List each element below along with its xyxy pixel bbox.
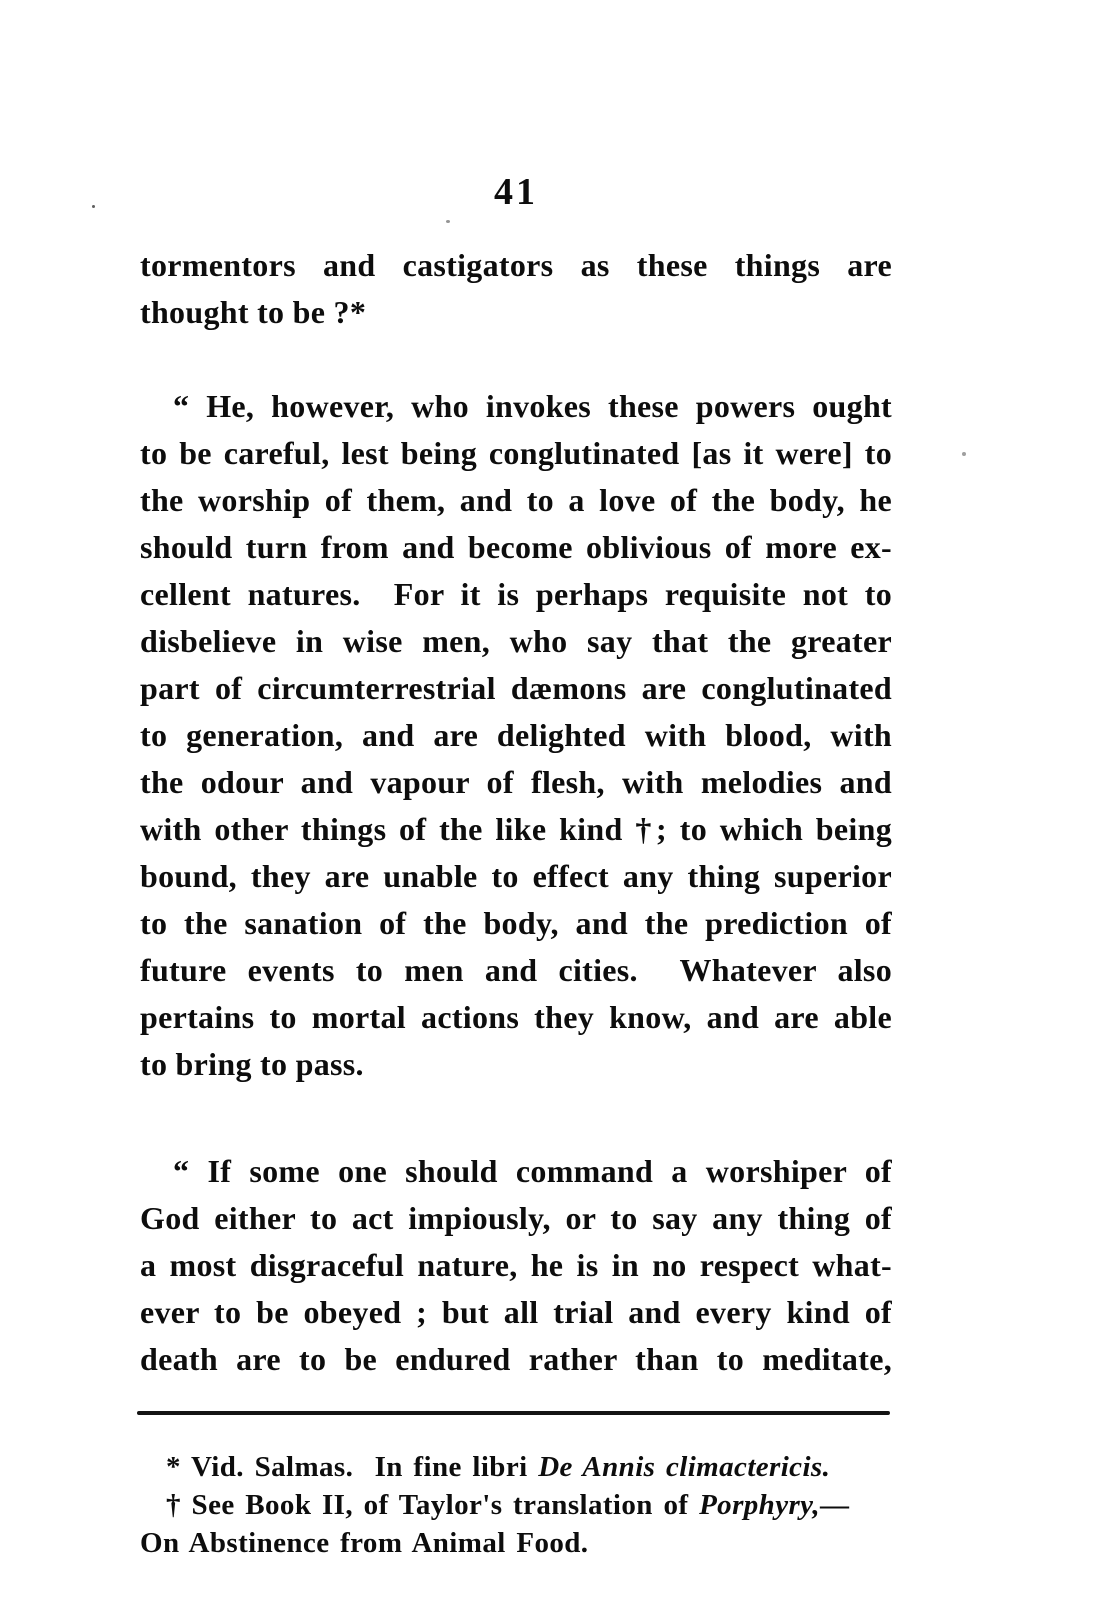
text-line: God either to act impiously, or to say any thing of xyxy=(140,1200,892,1236)
asterisk-marker: * xyxy=(166,1451,181,1483)
footnote-text: On Abstinence from Animal Food. xyxy=(140,1527,589,1559)
text-line: bound, they are unable to effect any thing superior xyxy=(140,858,892,894)
footnote-text: — xyxy=(820,1489,850,1521)
text-line: future events to men and cities. Whatever also xyxy=(140,952,892,988)
text-line: cellent natures. For it is perhaps requisite not to xyxy=(140,576,892,612)
text-line: to the sanation of the body, and the prediction of xyxy=(140,905,892,941)
text-line: part of circumterrestrial dæmons are conglutinated xyxy=(140,670,892,706)
text-line: “ If some one should command a worshiper of xyxy=(173,1153,892,1189)
text-line: to bring to pass. xyxy=(140,1046,364,1082)
text-line: tormentors and castigators as these things are xyxy=(140,247,892,283)
text-line: a most disgraceful nature, he is in no respect what- xyxy=(140,1247,892,1283)
text-line: the odour and vapour of flesh, with melodies and xyxy=(140,764,892,800)
footnote-line xyxy=(140,1486,892,1524)
footnote-line xyxy=(140,1448,892,1486)
footnote-italic-title: De Annis climactericis. xyxy=(538,1451,831,1483)
text-line: pertains to mortal actions they know, and are able xyxy=(140,999,892,1035)
page-number: 41 xyxy=(494,171,538,213)
text-line: disbelieve in wise men, who say that the greater xyxy=(140,623,892,659)
footnote-line xyxy=(140,1524,892,1562)
scan-speck xyxy=(962,452,966,456)
paragraph-continuation xyxy=(140,242,892,336)
text-line: “ He, however, who invokes these powers ought xyxy=(173,388,892,424)
text-line: ever to be obeyed ; but all trial and every kind of xyxy=(140,1294,892,1330)
footnote-italic-title: Porphyry, xyxy=(699,1489,820,1521)
footnote-separator-rule xyxy=(137,1411,890,1415)
text-line: thought to be ?* xyxy=(140,294,367,330)
text-line: to be careful, lest being conglutinated [as it were] to xyxy=(140,435,892,471)
text-line: should turn from and become oblivious of more ex- xyxy=(140,529,892,565)
text-line: death are to be endured rather than to meditate, xyxy=(140,1341,892,1377)
paragraph-quotation-1 xyxy=(140,383,892,1088)
text-line: the worship of them, and to a love of the body, he xyxy=(140,482,892,518)
footnote-text: Vid. Salmas. In fine libri xyxy=(180,1451,539,1483)
footnotes-block xyxy=(140,1448,892,1562)
text-line: with other things of the like kind †; to which being xyxy=(140,811,892,847)
footnote-text: See Book II, of Taylor's translation of xyxy=(180,1489,700,1521)
scan-speck xyxy=(92,205,95,208)
scan-speck xyxy=(446,220,450,223)
dagger-marker: † xyxy=(166,1489,181,1521)
text-line: to generation, and are delighted with blood, with xyxy=(140,717,892,753)
paragraph-quotation-2 xyxy=(140,1148,892,1383)
